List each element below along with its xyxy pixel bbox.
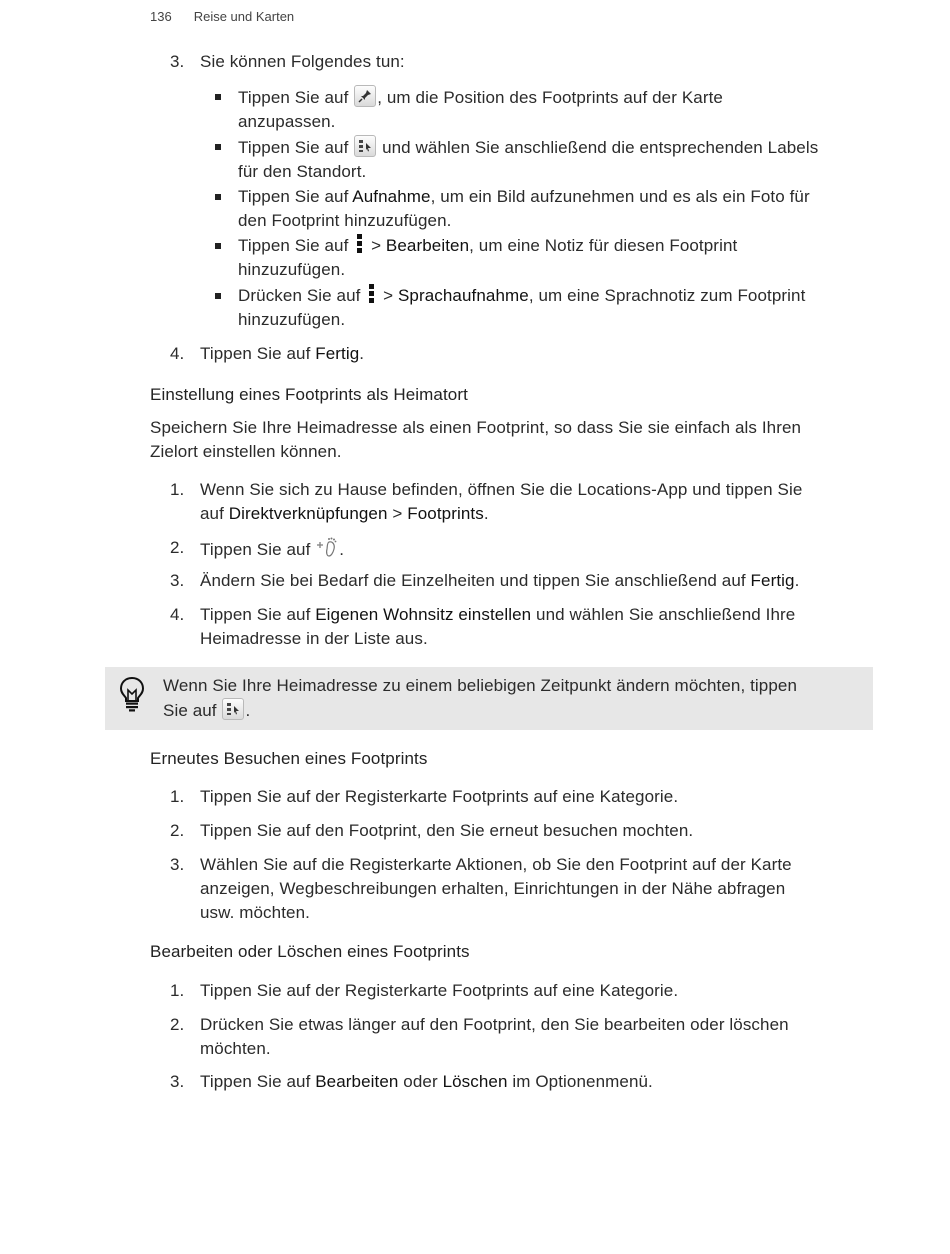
label-icon [354,135,376,157]
item-number: 3. [170,1072,185,1091]
keyword: Löschen [442,1072,508,1091]
item-number: 1. [170,787,185,806]
bullet-marker [215,94,221,100]
list-item: 2. Drücken Sie etwas länger auf den Footprint, den Sie bearbeiten oder löschen möchten. [170,1015,789,1058]
item-number: 2. [170,1015,185,1034]
keyword: Direktverknüpfungen [228,504,388,523]
bullet-item: Drücken Sie auf > Sprachaufnahme, um eine Sprachnotiz zum Footprint hinzuzufügen. [238,284,868,332]
list-item: 3. Ändern Sie bei Bedarf die Einzelheiten und tippen Sie anschließend auf Fertig. [200,569,870,593]
section-heading: Bearbeiten oder Löschen eines Footprints [150,942,470,961]
menu-icon [357,234,362,254]
keyword: Aufnahme [352,187,431,206]
lightbulb-icon [119,676,145,712]
bullet-marker [215,144,221,150]
section-heading: Einstellung eines Footprints als Heimatort [150,385,468,404]
item-number: 3. [170,52,185,71]
list-item: 2. Tippen Sie auf . [170,538,345,559]
pin-icon [354,85,376,107]
item-number: 3. [170,855,185,874]
list-item: 3. Tippen Sie auf Bearbeiten oder Löschen im Optionenmenü. [200,1070,870,1094]
item-number: 2. [170,821,185,840]
item-text: Sie können Folgendes tun: [200,52,405,71]
list-item: 1. Tippen Sie auf der Registerkarte Footprints auf eine Kategorie. [200,785,870,809]
bullet-item: Tippen Sie auf und wählen Sie anschließend die entsprechenden Labels für den Standort. [238,135,868,184]
keyword: Fertig [315,344,360,363]
label-icon [222,698,244,720]
keyword: Fertig [750,571,795,590]
list-item: 3. Wählen Sie auf die Registerkarte Aktionen, ob Sie den Footprint auf der Karte anzeigen, Wegbeschreibungen erhalten, Einrichtungen in der Nähe abfragen usw. möchten. [170,855,792,922]
footprint-add-icon [315,536,339,558]
keyword: Bearbeiten [385,236,470,255]
paragraph: Speichern Sie Ihre Heimadresse als einen Footprint, so dass Sie sie einfach als Ihren Zielort einstellen können. [150,418,802,461]
list-item: 2. Tippen Sie auf den Footprint, den Sie erneut besuchen mochten. [200,819,870,843]
list-item: 1. Tippen Sie auf der Registerkarte Footprints auf eine Kategorie. [200,979,870,1003]
tip-text: Wenn Sie Ihre Heimadresse zu einem beliebigen Zeitpunkt ändern möchten, tippen Sie auf . [163,676,798,720]
tip-box [105,667,873,730]
item-number: 4. [170,344,185,363]
list-item: 4. Tippen Sie auf Eigenen Wohnsitz einstellen und wählen Sie anschließend Ihre Heimadresse in der Liste aus. [170,605,796,648]
chapter-title: Reise und Karten [193,9,295,24]
bullet-marker [215,293,221,299]
keyword: Bearbeiten [315,1072,399,1091]
list-item: 1. Wenn Sie sich zu Hause befinden, öffnen Sie die Locations-App und tippen Sie auf Direktverknüpfungen > Footprints. [170,480,803,523]
item-number: 1. [170,981,185,1000]
item-number: 4. [170,605,185,624]
bullet-item: Tippen Sie auf > Bearbeiten, um eine Notiz für diesen Footprint hinzuzufügen. [238,234,868,282]
item-number: 2. [170,538,185,557]
bullet-item: Tippen Sie auf Aufnahme, um ein Bild aufzunehmen und es als ein Foto für den Footprint hinzuzufügen. [238,185,868,233]
menu-icon [369,284,374,304]
page-header [150,9,294,24]
list-item: 4. Tippen Sie auf Fertig. [200,342,870,366]
bullet-marker [215,243,221,249]
list-item [170,50,870,74]
keyword: Sprachaufnahme [397,286,529,305]
keyword: Eigenen Wohnsitz einstellen [315,605,532,624]
section-heading: Erneutes Besuchen eines Footprints [150,749,428,768]
bullet-item: Tippen Sie auf , um die Position des Footprints auf der Karte anzupassen. [238,85,868,134]
item-number: 1. [170,480,185,499]
item-number: 3. [170,571,185,590]
bullet-marker [215,194,221,200]
keyword: Footprints [407,504,484,523]
page-number: 136 [150,9,172,24]
